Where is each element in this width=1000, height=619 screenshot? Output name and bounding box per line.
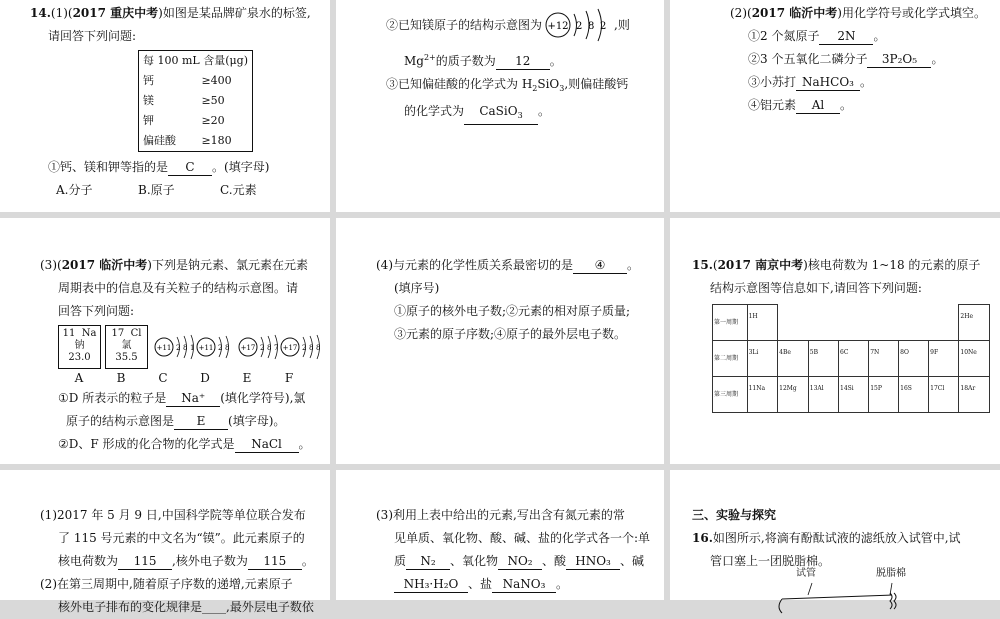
element-symbol: 16S — [900, 385, 912, 392]
element-cell — [778, 377, 809, 413]
letter: D — [200, 371, 210, 385]
element-symbol: 6C — [840, 349, 849, 356]
answer-blank: 2N — [819, 28, 873, 45]
label-cell: 钾 — [143, 114, 154, 127]
svg-text:8: 8 — [183, 344, 188, 352]
element-symbol: 17Cl — [930, 385, 945, 392]
label-cell: ≥50 — [201, 94, 225, 107]
label-cell: 镁 — [143, 94, 154, 107]
element-cell — [808, 377, 838, 413]
element-mass: 35.5 — [115, 352, 138, 363]
question-15-panel — [670, 218, 1000, 464]
period-label: 第一周期 — [713, 305, 748, 341]
mg-atom-diagram — [542, 8, 614, 42]
option-b: B.原子 — [138, 183, 175, 197]
q14-part4-note: (填序号) — [394, 281, 440, 295]
q14-sub2: ②已知镁原子的结构示意图为 +12 2 8 2 ,则 — [386, 8, 652, 42]
answer-blank: 3P₂O₅ — [867, 51, 931, 68]
cotton-label: 脱脂棉 — [876, 568, 906, 579]
question-14-part4-panel — [336, 218, 664, 464]
q14-part3-line3: 回答下列问题: — [58, 304, 135, 318]
answer-blank: NaCl — [235, 436, 299, 453]
tube-label: 试管 — [796, 568, 816, 579]
element-symbol: 9F — [930, 349, 939, 356]
q14-part4-options2: ③元素的原子序数;④原子的最外层电子数。 — [394, 327, 627, 341]
svg-text:2: 2 — [302, 344, 307, 352]
option-c: C.元素 — [220, 183, 257, 197]
element-cell — [747, 305, 778, 341]
element-cell — [869, 341, 899, 377]
q14-part3-header: (3)(2017 临沂中考)下列是钠元素、氯元素在元素 — [40, 258, 308, 272]
q14-part4-options1: ①原子的核外电子数;②元素的相对原子质量; — [394, 304, 631, 318]
element-cell — [869, 377, 899, 413]
q15-line2: 结构示意图等信息如下,请回答下列问题: — [710, 281, 922, 295]
q14-part3-sub1-line2: 原子的结构示意图是 E (填字母)。 — [66, 414, 286, 428]
q15-sub2-line2: 核外电子排布的变化规律是____,最外层电子数依 — [58, 600, 314, 614]
atom-diagram — [197, 336, 229, 358]
letter: E — [242, 371, 252, 385]
element-cell — [959, 341, 990, 377]
element-symbol: 11Na — [748, 385, 766, 392]
svg-text:8: 8 — [225, 344, 230, 352]
q14-sub1: ①钙、镁和钾等指的是 C 。(填字母) — [48, 160, 270, 174]
q14-sub2-line2: $Mg^{2+}$的质子数为 12 。 — [404, 53, 562, 68]
answer-blank: NaNO₃ — [492, 576, 556, 593]
element-symbol: 7N — [870, 349, 880, 356]
q15-sub1-line1: (1)2017 年 5 月 9 日,中国科学院等单位联合发布 — [40, 508, 306, 522]
label-cell: ≥180 — [201, 134, 232, 147]
label-cell: ≥400 — [201, 74, 232, 87]
test-tube-drawing — [692, 573, 932, 613]
answer-blank: NH₃·H₂O — [394, 576, 468, 593]
element-box-cl: 17 Cl 氯 35.5 — [105, 325, 148, 369]
element-name: 氯 — [121, 340, 132, 351]
label-cell: 钙 — [143, 74, 154, 87]
element-symbol: 18Ar — [960, 385, 976, 392]
label-cell: ≥20 — [201, 114, 225, 127]
q15-header: 15.(2017 南京中考)核电荷数为 1~18 的元素的原子 — [692, 258, 981, 272]
q14-sub3-line2: 的化学式为 CaSiO$_3$ 。 — [386, 100, 652, 125]
list-item: ①2 个氮原子 2N 。 — [748, 29, 886, 43]
svg-text:8: 8 — [267, 344, 272, 352]
svg-text:1: 1 — [190, 344, 195, 352]
element-symbol: 8O — [900, 349, 909, 356]
svg-text:2: 2 — [576, 21, 583, 32]
element-symbol: 13Al — [809, 385, 824, 392]
q14-sub3: ③已知偏硅酸的化学式为 $H_2SiO_3$,则偏硅酸钙 — [386, 77, 629, 93]
q15-sub3-line3: 质 N₂ 、氧化物 NO₂ 、酸 HNO₃ 、碱 — [394, 554, 645, 568]
svg-text:7: 7 — [274, 344, 279, 352]
svg-text:+17: +17 — [282, 344, 298, 352]
answer-blank: NaHCO₃ — [796, 74, 860, 91]
element-mass: 23.0 — [68, 352, 91, 363]
q15-sub3-line4: NH₃·H₂O 、盐 NaNO₃ 。 — [376, 573, 652, 596]
svg-text:+17: +17 — [240, 344, 256, 352]
periodic-table-figure — [712, 304, 990, 413]
element-cell — [808, 341, 838, 377]
question-15-sub-panel — [0, 470, 330, 614]
q15-sub2-line1: (2)在第三周期中,随着原子序数的递增,元素原子 — [40, 577, 293, 591]
atom-diagram — [155, 335, 194, 359]
answer-blank: 115 — [248, 553, 302, 570]
element-symbol: 3Li — [748, 349, 759, 356]
svg-text:2: 2 — [176, 344, 181, 352]
list-item: ③小苏打 NaHCO₃ 。 — [748, 75, 873, 89]
svg-text:2: 2 — [600, 21, 607, 32]
q16-line2: 管口塞上一团脱脂棉。 — [710, 554, 831, 568]
element-cell — [747, 377, 778, 413]
letter: F — [284, 371, 294, 385]
q14-options — [30, 179, 320, 202]
q14-part2-header: (2)(2017 临沂中考)用化学符号或化学式填空。 — [730, 6, 986, 20]
element-cell — [839, 377, 869, 413]
letter: B — [116, 371, 126, 385]
element-symbol: 2He — [960, 313, 973, 320]
q15-sub3-line1: (3)利用上表中给出的元素,写出含有氮元素的常 — [376, 508, 625, 522]
atom-diagram — [281, 335, 320, 359]
element-symbol: 4Be — [779, 349, 791, 356]
q14-part3-line2: 周期表中的信息及有关粒子的结构示意图。请 — [58, 281, 299, 295]
q14-part4: (4)与元素的化学性质关系最密切的是 ④ 。 — [376, 258, 640, 272]
answer-blank: 12 — [496, 53, 550, 70]
answer-blank: CaSiO$_3$ — [464, 103, 538, 125]
option-a: A.分子 — [56, 183, 93, 197]
list-item: ②3 个五氧化二磷分子 3P₂O₅ 。 — [748, 52, 944, 66]
answer-blank: 115 — [118, 553, 172, 570]
element-cell — [899, 341, 929, 377]
letter: C — [158, 371, 168, 385]
answer-blank: HNO₃ — [566, 553, 620, 570]
element-figures — [40, 325, 320, 369]
q16-line1: 16.如图所示,将滴有酚酞试液的滤纸放入试管中,试 — [692, 531, 961, 545]
q15-sub3-line2: 见单质、氧化物、酸、碱、盐的化学式各一个:单 — [394, 531, 651, 545]
element-cell — [959, 377, 990, 413]
q14-part3-sub1: ①D 所表示的粒子是 Na⁺ (填化学符号),氯 — [58, 391, 306, 405]
label-header: 每 100 mL 含量(μg) — [143, 54, 248, 67]
element-cell — [959, 305, 990, 341]
svg-text:+11: +11 — [156, 344, 172, 352]
element-symbol: 15P — [870, 385, 882, 392]
section-title: 三、实验与探究 — [692, 508, 777, 522]
question-14-part2-panel — [670, 0, 1000, 212]
label-cell: 偏硅酸 — [143, 134, 176, 147]
q14-part3-sub2: ②D、F 形成的化合物的化学式是 NaCl 。 — [58, 437, 311, 451]
svg-text:+11: +11 — [198, 344, 214, 352]
section-experiment-panel — [670, 470, 1000, 600]
period-label: 第三周期 — [713, 377, 748, 413]
period-label: 第二周期 — [713, 341, 748, 377]
q14-subline: 请回答下列问题: — [48, 29, 137, 43]
element-box-na: 11 Na 钠 23.0 — [58, 325, 101, 369]
svg-text:8: 8 — [309, 344, 314, 352]
answer-blank: NO₂ — [498, 553, 542, 570]
answer-blank: N₂ — [406, 553, 450, 570]
q15-sub1-line3: 核电荷数为 115 ,核外电子数为 115 。 — [58, 554, 314, 568]
element-symbol: 14Si — [840, 385, 854, 392]
svg-text:8: 8 — [588, 21, 595, 32]
answer-blank: Al — [796, 97, 840, 114]
element-cell — [778, 341, 809, 377]
element-cell — [929, 341, 959, 377]
letter: A — [74, 371, 84, 385]
question-14-part3-panel — [0, 218, 330, 464]
atom-diagram — [239, 335, 278, 359]
answer-blank: ④ — [573, 257, 627, 274]
element-cell — [839, 341, 869, 377]
question-14-part1-panel — [0, 0, 330, 212]
question-14-part1-cont-panel — [336, 0, 664, 212]
element-name: 钠 — [74, 340, 85, 351]
svg-text:2: 2 — [260, 344, 265, 352]
q15-sub1-line2: 了 115 号元素的中文名为“镆”。此元素原子的 — [58, 531, 305, 545]
svg-text:+12: +12 — [547, 21, 569, 32]
answer-blank: C — [168, 159, 212, 176]
element-symbol: 1H — [748, 313, 758, 320]
element-symbol: 10Ne — [960, 349, 977, 356]
question-15-sub3-panel — [336, 470, 664, 600]
svg-text:8: 8 — [316, 344, 321, 352]
answer-blank: E — [174, 413, 228, 430]
svg-text:2: 2 — [218, 344, 223, 352]
q14-header: 14.(1)(2017 重庆中考)如图是某品牌矿泉水的标签, — [30, 6, 311, 20]
answer-blank: Na⁺ — [166, 390, 220, 407]
element-cell — [929, 377, 959, 413]
element-symbol: 5B — [809, 349, 819, 356]
test-tube-figure — [692, 568, 990, 613]
atom-structure-diagrams — [152, 327, 320, 367]
list-item: ④铝元素 Al 。 — [748, 98, 853, 112]
element-cell — [747, 341, 778, 377]
element-cell — [899, 377, 929, 413]
element-symbol: 12Mg — [779, 385, 797, 392]
figure-letters — [40, 369, 320, 387]
mineral-water-label — [138, 50, 253, 152]
